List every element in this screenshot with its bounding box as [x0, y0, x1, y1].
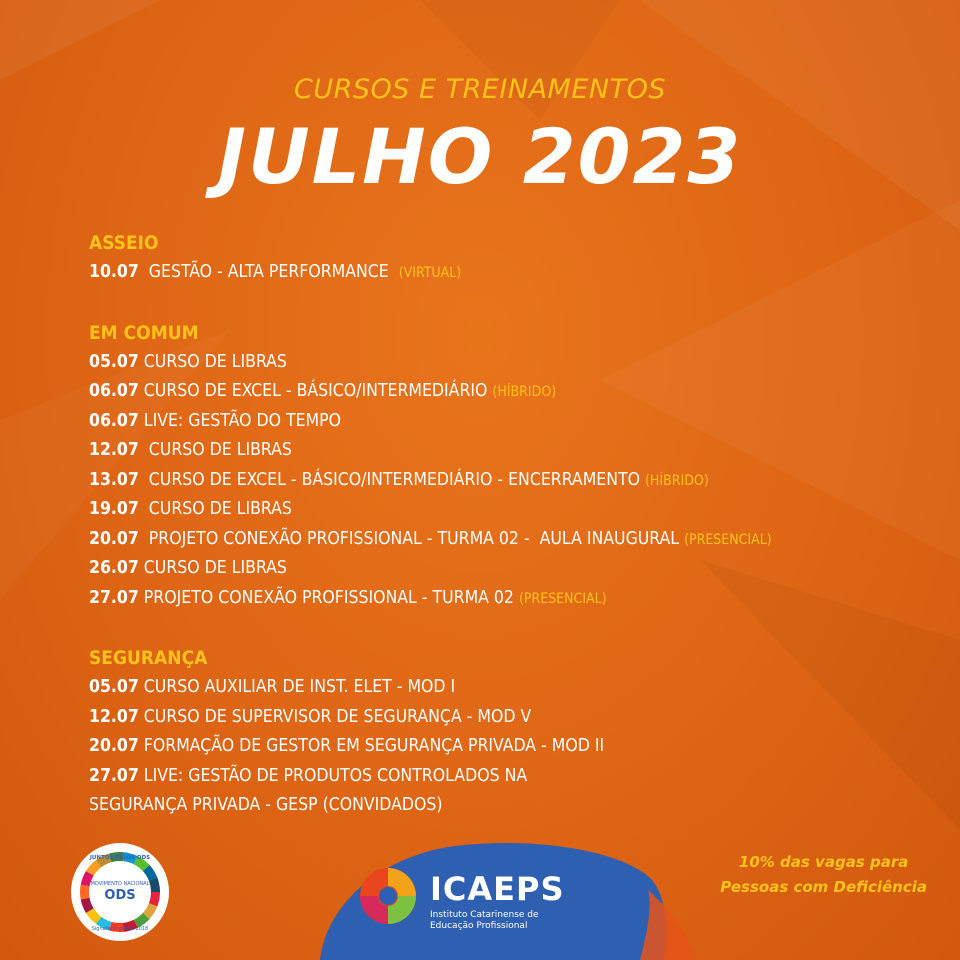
item-text: FORMAÇÃO DE GESTOR EM SEGURANÇA PRIVADA - MOD II — [138, 736, 605, 756]
item-mode: (VIRTUAL) — [398, 265, 462, 281]
ods-ring-text: JUNTOS PELOS ODS — [89, 855, 151, 861]
item-date: 10.07 — [89, 262, 139, 282]
schedule-item-continuation: SEGURANÇA PRIVADA - GESP (CONVIDADOS) — [89, 795, 443, 815]
section-title-asseio: ASSEIO — [89, 232, 159, 254]
item-date: 27.07 — [89, 765, 139, 786]
ods-center-top: MOVIMENTO NACIONAL — [90, 881, 150, 887]
item-date: 05.07 — [89, 677, 139, 697]
item-text: PROJETO CONEXÃO PROFISSIONAL - TURMA 02 - AULA INAUGURAL — [138, 528, 685, 549]
item-date: 12.07 — [89, 706, 139, 727]
item-text: CURSO DE LIBRAS — [138, 440, 292, 460]
header-subtitle: CURSOS E TREINAMENTOS — [293, 74, 666, 105]
item-date: 13.07 — [89, 469, 139, 490]
section-title-em-comum: EM COMUM — [89, 321, 199, 344]
item-date: 12.07 — [89, 440, 139, 460]
item-date: 19.07 — [89, 499, 139, 519]
item-text: CURSO AUXILIAR DE INST. ELET - MOD I — [138, 677, 456, 697]
icaeps-logo-text: ICAEPS — [430, 870, 565, 908]
icaeps-symbol-icon — [360, 868, 416, 924]
accessibility-note-line-2: Pessoas com Deficiência — [720, 878, 927, 896]
item-text: CURSO DE EXCEL - BÁSICO/INTERMEDIÁRIO — [138, 381, 493, 401]
item-text: CURSO DE LIBRAS — [138, 558, 287, 578]
header-title: JULHO 2023 — [217, 112, 743, 201]
item-text: CURSO DE LIBRAS — [138, 499, 292, 519]
item-text: CURSO DE EXCEL - BÁSICO/INTERMEDIÁRIO - ENCERRAMENTO — [138, 469, 646, 490]
section-title-seguranca: SEGURANÇA — [89, 647, 208, 669]
item-date: 05.07 — [89, 351, 139, 372]
item-text: CURSO DE LIBRAS — [138, 351, 287, 372]
item-text: GESTÃO - ALTA PERFORMANCE — [138, 262, 399, 282]
tagline-line-2: Educação Profissional — [430, 921, 528, 931]
item-mode: (HÍBRIDO) — [645, 472, 709, 489]
item-date: 26.07 — [89, 558, 139, 578]
item-mode: (PRESENCIAL) — [684, 531, 772, 548]
ods-center-text: ODS — [104, 888, 136, 903]
item-date: 06.07 — [89, 410, 139, 431]
item-mode: (PRESENCIAL) — [518, 590, 607, 607]
item-date: 27.07 — [89, 587, 139, 608]
accessibility-note-line-1: 10% das vagas para — [738, 853, 909, 871]
accessibility-note — [720, 850, 927, 900]
ods-ring-bottom: Signatário desde 2018 — [91, 926, 149, 932]
item-date: 06.07 — [89, 381, 139, 401]
tagline-line-1: Instituto Catarinense de — [430, 910, 539, 920]
item-text: CURSO DE SUPERVISOR DE SEGURANÇA - MOD V — [138, 706, 532, 727]
item-mode: (HÍBRIDO) — [492, 384, 557, 400]
item-date: 20.07 — [89, 736, 139, 756]
icaeps-logo-tagline — [430, 910, 539, 932]
ods-badge-seal — [70, 842, 170, 942]
item-text: PROJETO CONEXÃO PROFISSIONAL - TURMA 02 — [138, 587, 519, 608]
item-text: LIVE: GESTÃO DO TEMPO — [138, 410, 342, 431]
item-date: 20.07 — [89, 528, 139, 549]
item-text: LIVE: GESTÃO DE PRODUTOS CONTROLADOS NA — [138, 765, 528, 786]
ods-ring-segment — [80, 885, 90, 900]
